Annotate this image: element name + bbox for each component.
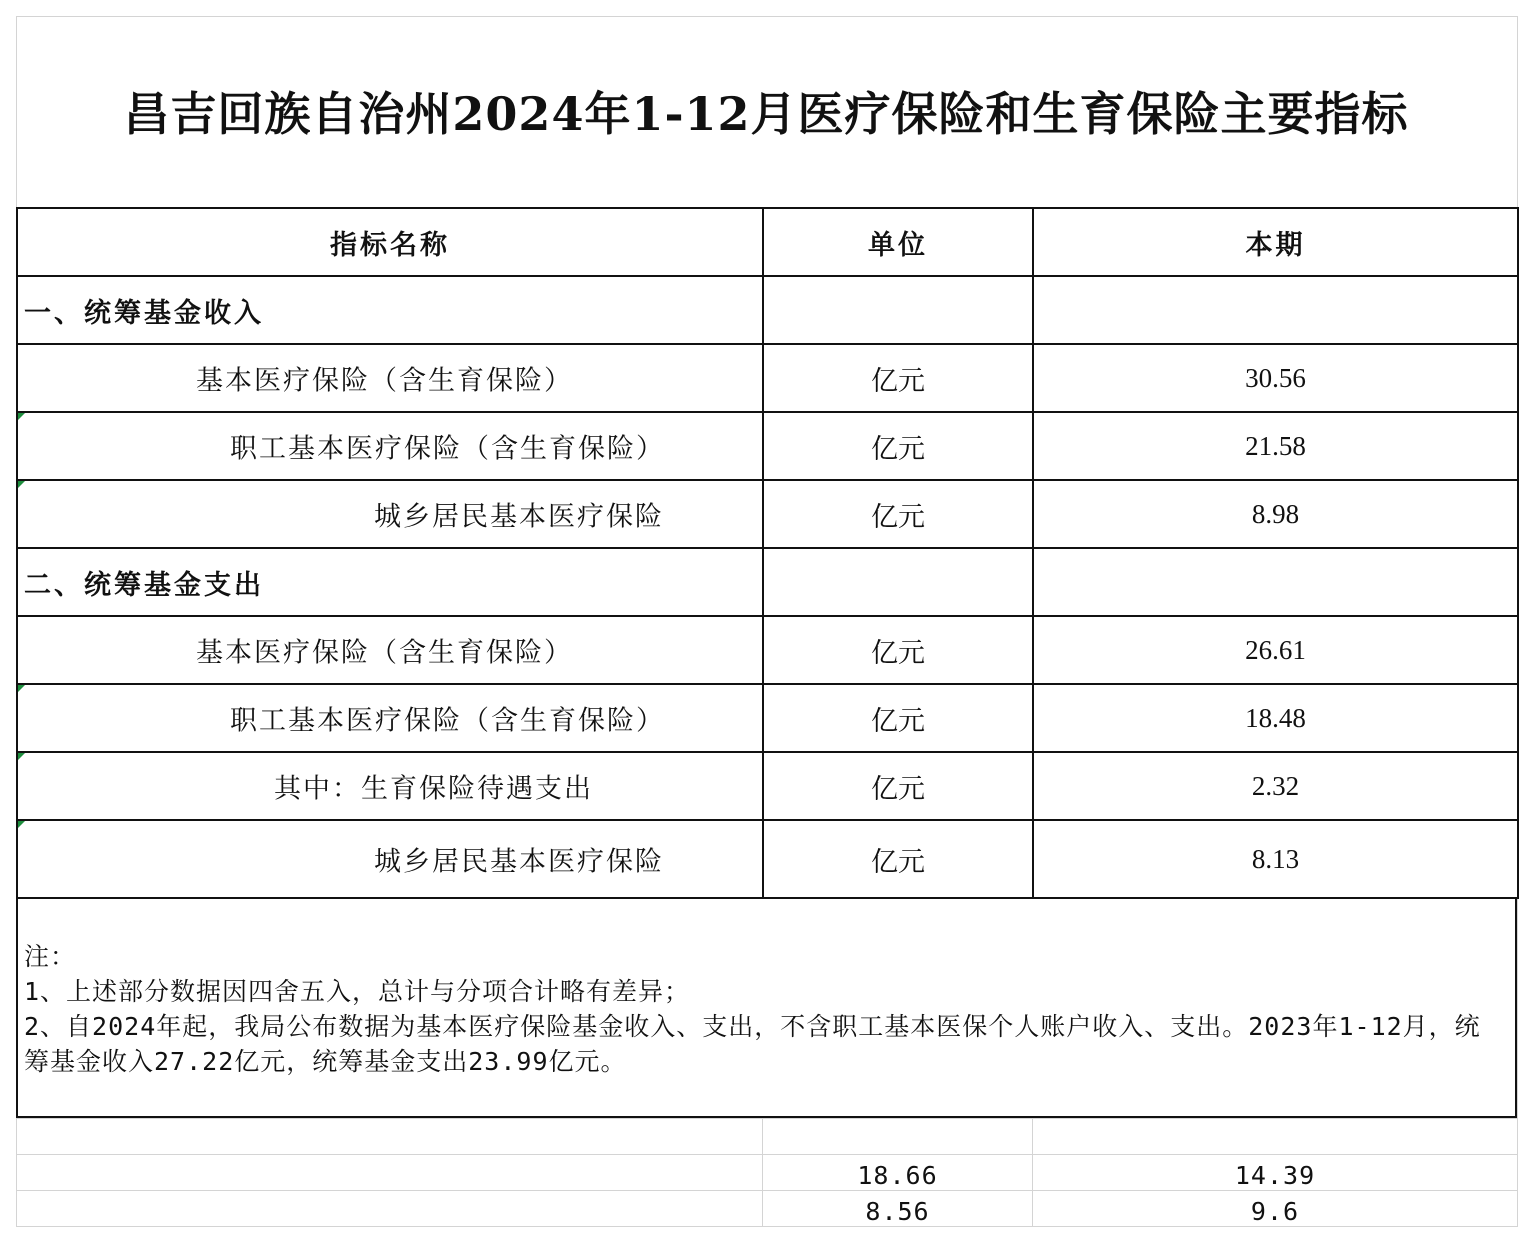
table-row	[17, 752, 1518, 820]
table-header-row	[17, 208, 1518, 276]
extra-cell[interactable]: 8.56	[763, 1191, 1033, 1227]
indicator-table	[16, 207, 1519, 899]
table-row	[17, 1155, 1518, 1191]
value-cell[interactable]: 18.48	[1033, 684, 1518, 752]
unit-cell[interactable]: 亿元	[763, 344, 1033, 412]
table-row	[17, 684, 1518, 752]
name-text: 职工基本医疗保险（含生育保险）	[230, 433, 665, 465]
comment-marker-icon	[18, 413, 25, 420]
notes-text	[24, 939, 1504, 1079]
name-text: 基本医疗保险（含生育保险）	[196, 637, 573, 669]
name-text: 基本医疗保险（含生育保险）	[196, 365, 573, 397]
comment-marker-icon	[18, 685, 25, 692]
value-cell[interactable]: 2.32	[1033, 752, 1518, 820]
table-row	[17, 276, 1518, 344]
table-row	[17, 344, 1518, 412]
table-row	[17, 548, 1518, 616]
table-row	[17, 820, 1518, 898]
name-text: 职工基本医疗保险（含生育保险）	[230, 705, 665, 737]
comment-marker-icon	[18, 821, 25, 828]
value-cell[interactable]	[1033, 276, 1518, 344]
extra-cell[interactable]	[1033, 1119, 1518, 1155]
header-value[interactable]: 本期	[1033, 208, 1518, 276]
table-row	[17, 1191, 1518, 1227]
comment-marker-icon	[18, 753, 25, 760]
name-cell[interactable]	[17, 616, 763, 684]
name-cell[interactable]	[17, 820, 763, 898]
name-text: 城乡居民基本医疗保险	[374, 846, 664, 878]
extra-cell[interactable]	[17, 1191, 763, 1227]
notes-heading: 注：	[24, 942, 77, 971]
table-row	[17, 1119, 1518, 1155]
unit-cell[interactable]: 亿元	[763, 480, 1033, 548]
extra-cell[interactable]	[763, 1119, 1033, 1155]
extra-cell[interactable]	[17, 1155, 763, 1191]
notes-cell[interactable]	[16, 899, 1517, 1118]
comment-marker-icon	[18, 481, 25, 488]
unit-cell[interactable]: 亿元	[763, 752, 1033, 820]
extra-cell[interactable]: 18.66	[763, 1155, 1033, 1191]
value-cell[interactable]	[1033, 548, 1518, 616]
name-cell[interactable]	[17, 412, 763, 480]
name-cell[interactable]	[17, 344, 763, 412]
unit-cell[interactable]	[763, 548, 1033, 616]
unit-cell[interactable]: 亿元	[763, 684, 1033, 752]
name-text: 其中：生育保险待遇支出	[274, 773, 593, 805]
name-cell[interactable]	[17, 684, 763, 752]
table-row	[17, 616, 1518, 684]
header-unit[interactable]: 单位	[763, 208, 1033, 276]
value-cell[interactable]: 26.61	[1033, 616, 1518, 684]
notes-line-2: 2、自2024年起，我局公布数据为基本医疗保险基金收入、支出，不含职工基本医保个人账户收入、支出。2023年1-12月，统筹基金收入27.22亿元，统筹基金支出23.99亿元。	[24, 1012, 1481, 1076]
notes-line-1: 1、上述部分数据因四舍五入，总计与分项合计略有差异；	[24, 977, 691, 1006]
section-income-cell[interactable]: 一、统筹基金收入	[17, 276, 763, 344]
value-cell[interactable]: 30.56	[1033, 344, 1518, 412]
name-cell[interactable]	[17, 480, 763, 548]
value-cell[interactable]: 8.98	[1033, 480, 1518, 548]
page-title: 昌吉回族自治州2024年1-12月医疗保险和生育保险主要指标	[123, 87, 1409, 141]
unit-cell[interactable]: 亿元	[763, 616, 1033, 684]
unit-cell[interactable]: 亿元	[763, 412, 1033, 480]
name-text: 城乡居民基本医疗保险	[374, 501, 664, 533]
extra-cell[interactable]: 9.6	[1033, 1191, 1518, 1227]
unit-cell[interactable]	[763, 276, 1033, 344]
header-name[interactable]: 指标名称	[17, 208, 763, 276]
value-cell[interactable]: 21.58	[1033, 412, 1518, 480]
value-cell[interactable]: 8.13	[1033, 820, 1518, 898]
section-expense-cell[interactable]: 二、统筹基金支出	[17, 548, 763, 616]
unit-cell[interactable]: 亿元	[763, 820, 1033, 898]
name-cell[interactable]	[17, 752, 763, 820]
table-row	[17, 480, 1518, 548]
extra-cells-table	[16, 1118, 1518, 1227]
table-row	[17, 412, 1518, 480]
extra-cell[interactable]	[17, 1119, 763, 1155]
extra-cell[interactable]: 14.39	[1033, 1155, 1518, 1191]
